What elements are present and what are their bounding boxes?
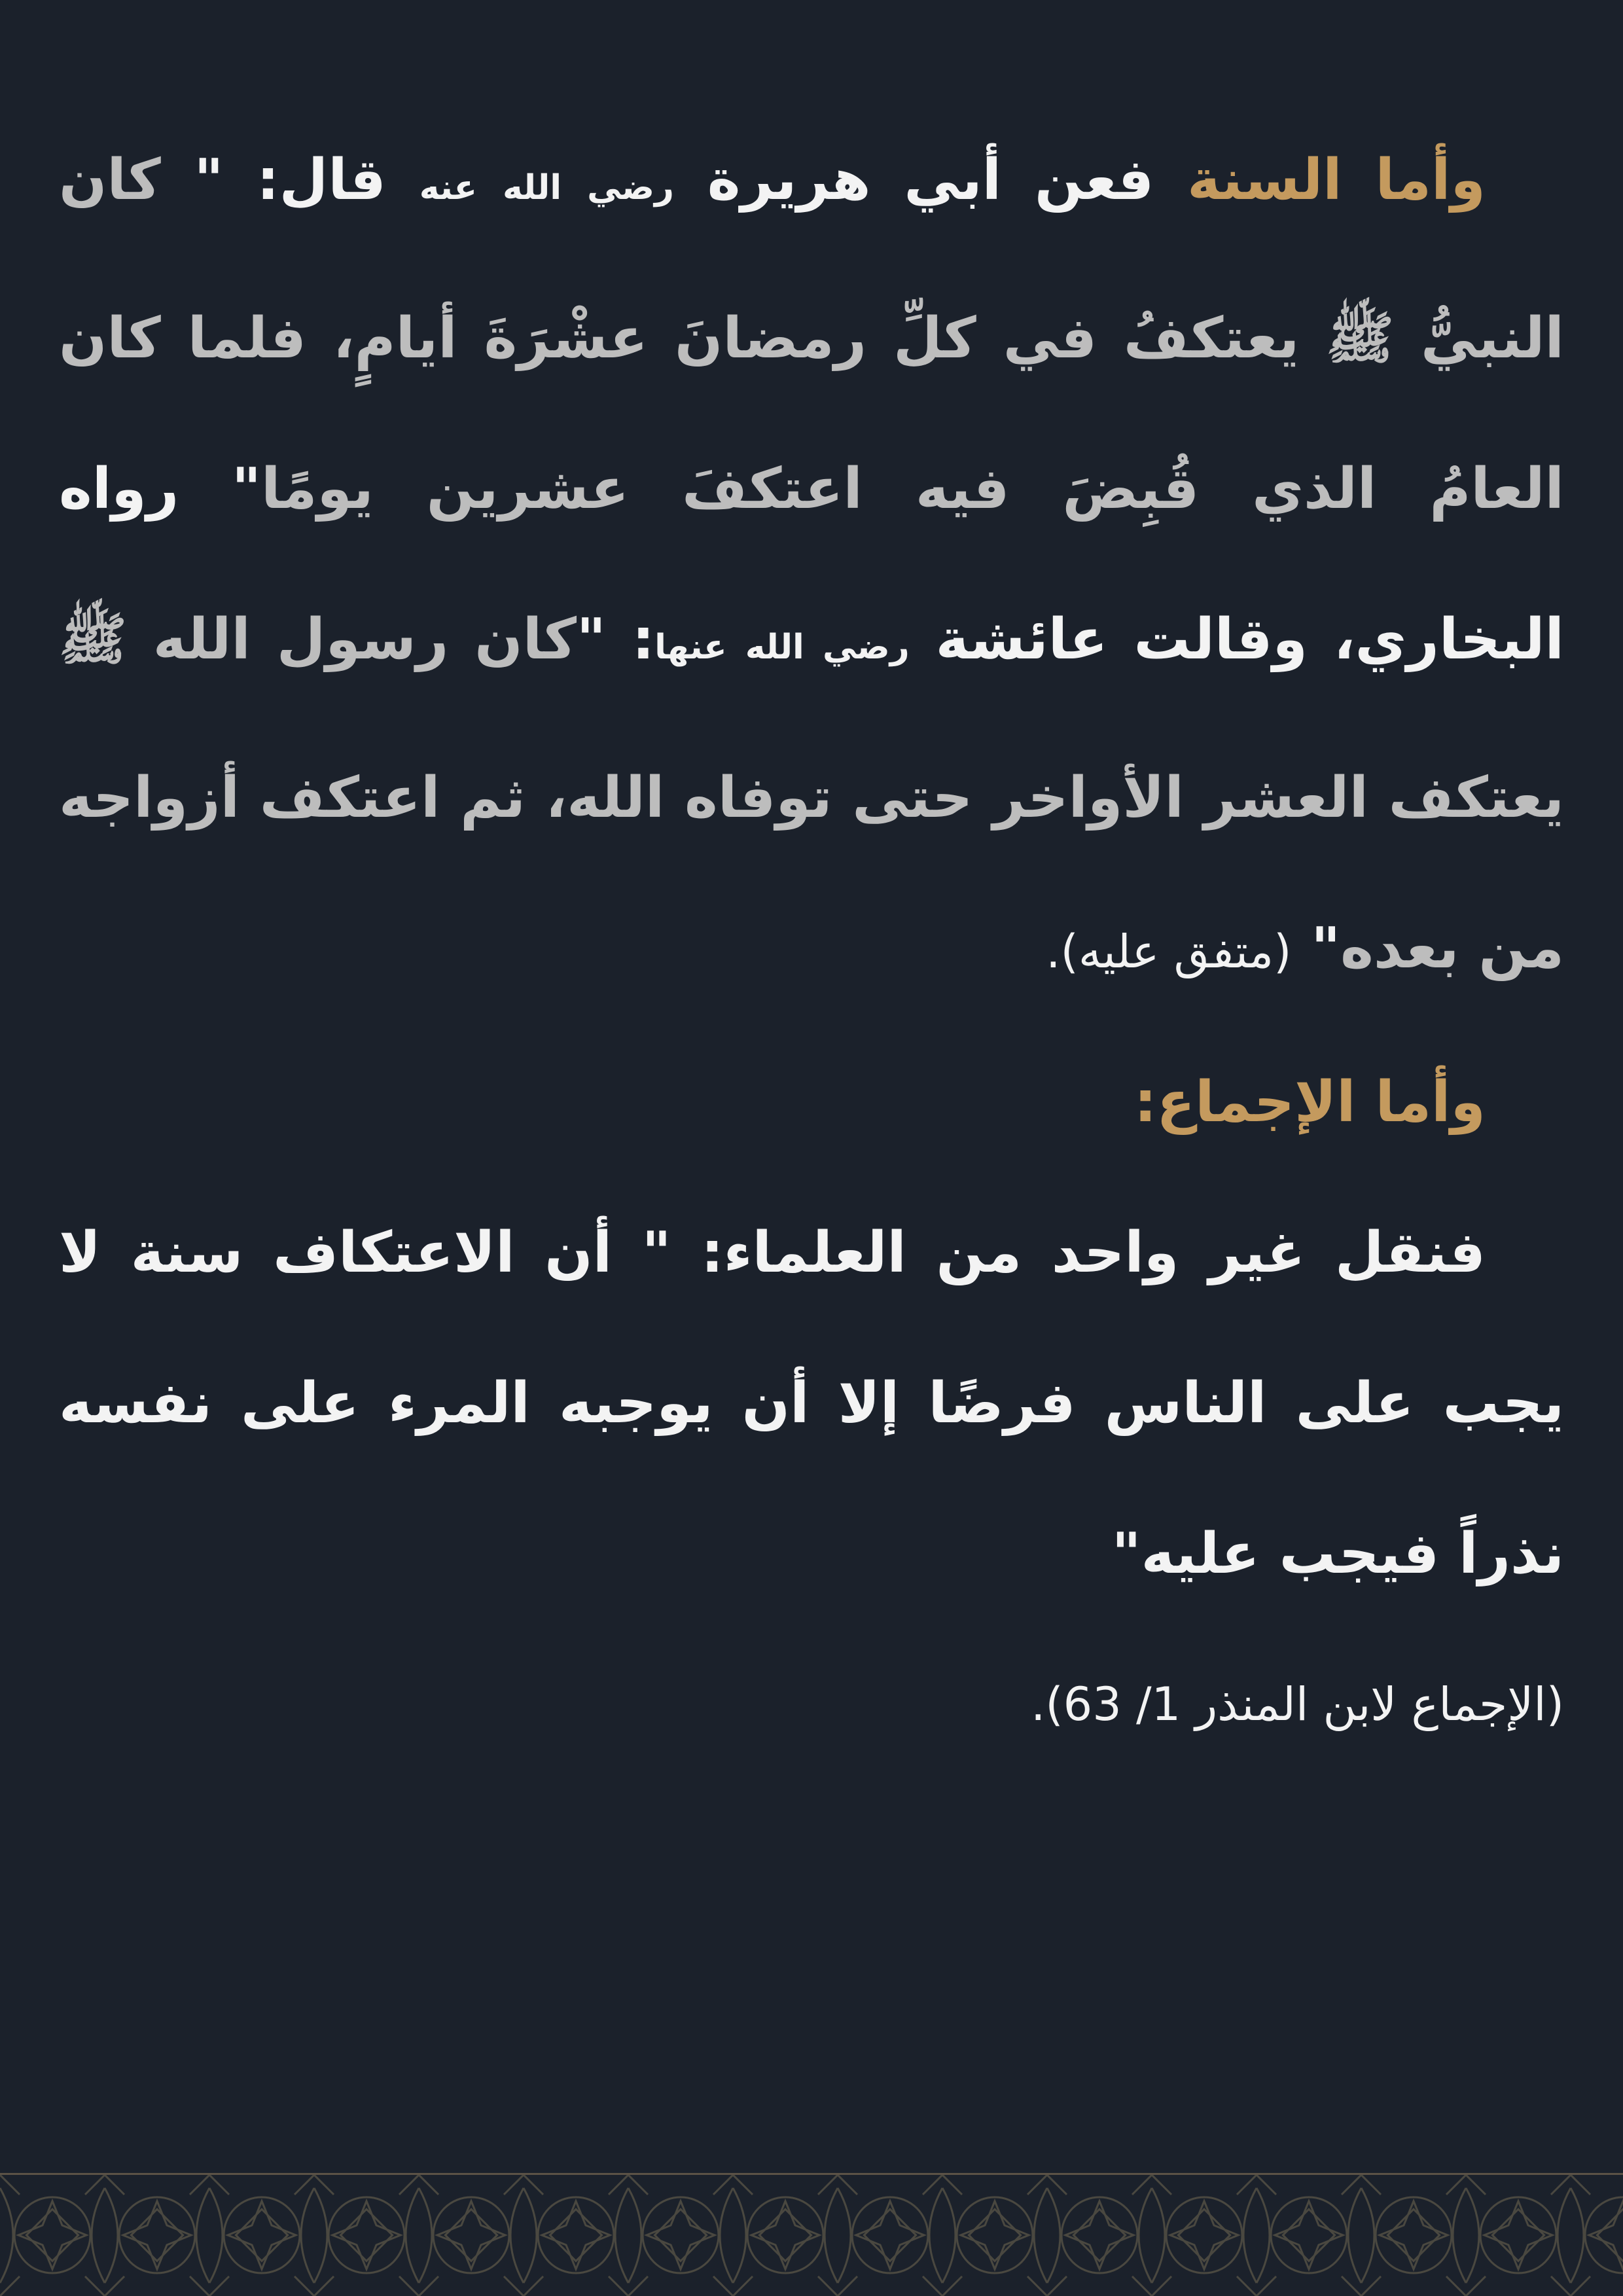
decorative-footer-border: [0, 2173, 1623, 2296]
sunnah-heading: وأما السنة: [1187, 147, 1486, 213]
said-text: قال: ": [194, 147, 419, 213]
close-quote: ": [1291, 916, 1341, 981]
bukhari-attribution: " رواه البخاري، وقالت عائشة: [59, 456, 1565, 672]
hadith-text-1a: كان النبيُّ: [59, 147, 1564, 371]
honorific-radiallahu-anha: رضي الله عنها: [654, 628, 910, 667]
document-body: [59, 105, 1564, 1780]
sunnah-paragraph: [59, 105, 1564, 1027]
hadith-text-1b: يعتكفُ في كلِّ رمضانَ عشْرَةَ أيامٍ، فلما كان العامُ الذي قُبِضَ فيه اعتكفَ عشرين يومًا: [59, 306, 1564, 522]
ijma-paragraph: فنقل غير واحد من العلماء: " أن الاعتكاف سنة لا يجب على الناس فرضًا إلا أن يوجبه المرء على نفسه نذراً فيجب عليه": [59, 1220, 1564, 1587]
narrator-intro: فعن أبي هريرة: [673, 147, 1188, 213]
salawat-symbol: ﷺ: [1326, 306, 1395, 371]
colon-open-quote: : ": [576, 607, 655, 672]
hadith-text-2b: يعتكف العشر الأواخر حتى توفاه الله، ثم اعتكف أزواجه من بعده: [59, 765, 1564, 981]
islamic-pattern-icon: [0, 2175, 1623, 2296]
honorific-radiallahu-anhu: رضي الله عنه: [419, 168, 674, 207]
ijma-reference: (الإجماع لابن المنذر 1/ 63).: [1031, 1677, 1564, 1731]
salawat-symbol-2: ﷺ: [59, 607, 127, 672]
ijma-heading: وأما الإجماع:: [1134, 1069, 1486, 1135]
hadith-text-2a: كان رسول الله: [126, 607, 577, 672]
sunnah-reference: (متفق عليه).: [1046, 925, 1292, 978]
